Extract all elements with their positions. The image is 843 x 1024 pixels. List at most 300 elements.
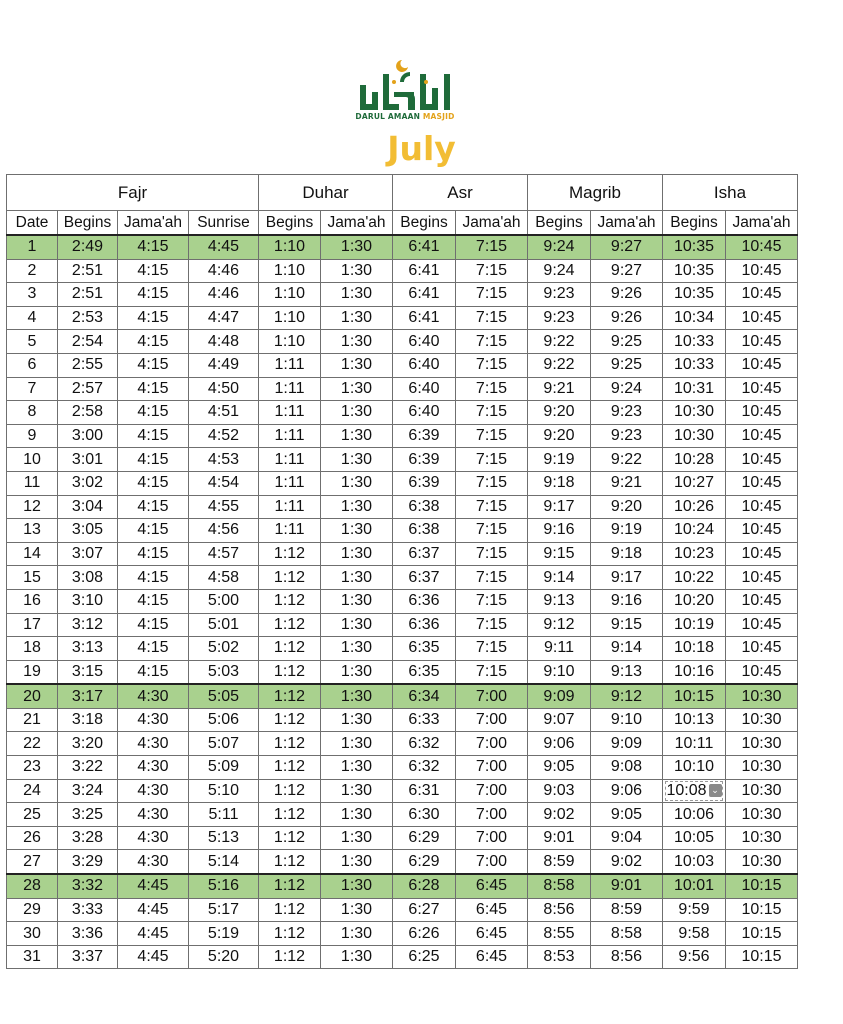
time-cell [259, 424, 321, 448]
time-cell [58, 708, 118, 732]
cell-value: 6:26 [408, 924, 440, 942]
cell-value: 2:49 [71, 238, 104, 256]
time-cell [321, 898, 393, 922]
cell-value: 4:45 [137, 948, 169, 966]
time-cell [393, 330, 456, 354]
cell-value: 1:30 [340, 521, 373, 539]
time-cell [58, 519, 118, 543]
cell-value: 10:19 [673, 615, 715, 633]
cell-value: 5:11 [208, 805, 239, 823]
time-cell [393, 471, 456, 495]
cell-value: 8:56 [543, 900, 575, 918]
time-cell [259, 826, 321, 850]
cell-value: 10:45 [741, 427, 782, 445]
time-cell [118, 424, 189, 448]
time-cell [663, 424, 726, 448]
time-cell [189, 779, 259, 803]
time-cell [456, 826, 528, 850]
time-cell [189, 874, 259, 898]
cell-value: 4:54 [207, 474, 240, 492]
time-cell [189, 613, 259, 637]
time-cell [456, 756, 528, 780]
cell-value: 6:40 [408, 403, 440, 421]
cell-value: 4:15 [137, 379, 169, 397]
cell-value: 22 [23, 734, 41, 752]
time-cell [259, 779, 321, 803]
cell-value: 4:46 [207, 261, 240, 279]
time-cell [663, 283, 726, 307]
time-cell [456, 613, 528, 637]
cell-value: 1:11 [274, 403, 305, 421]
cell-value: 7:15 [475, 497, 508, 515]
time-cell [456, 708, 528, 732]
time-cell [393, 235, 456, 259]
cell-value: 4:45 [207, 238, 240, 256]
time-cell [591, 566, 663, 590]
cell-value: 7:15 [475, 403, 508, 421]
cell-value: 1:12 [273, 924, 306, 942]
cell-value: 6:36 [408, 592, 440, 610]
time-cell [321, 613, 393, 637]
time-cell [393, 922, 456, 946]
cell-value: 9:21 [610, 474, 643, 492]
time-cell [118, 259, 189, 283]
time-cell [118, 235, 189, 259]
time-cell [58, 589, 118, 613]
cell-value: 1:30 [340, 687, 373, 705]
time-cell [118, 613, 189, 637]
table-body [7, 235, 798, 969]
time-cell [118, 448, 189, 472]
cell-value: 7:15 [475, 474, 508, 492]
cell-value: 1:30 [340, 829, 373, 847]
cell-value: 9:07 [543, 711, 575, 729]
cell-value: 1:30 [340, 285, 373, 303]
time-cell [259, 401, 321, 425]
cell-value: 4:15 [137, 285, 169, 303]
time-cell [118, 898, 189, 922]
cell-value: 6:32 [408, 734, 440, 752]
table-row [7, 283, 798, 307]
cell-value: 10:31 [673, 379, 715, 397]
cell-value: 3:29 [71, 852, 104, 870]
time-cell [259, 448, 321, 472]
cell-value: 8:58 [610, 924, 643, 942]
cell-value: 6:29 [408, 829, 440, 847]
table-row [7, 756, 798, 780]
time-cell [663, 495, 726, 519]
time-cell [726, 235, 798, 259]
cell-value: 1:12 [273, 877, 306, 895]
cell-value: 1:12 [273, 592, 306, 610]
cell-value: 10:30 [741, 711, 782, 729]
time-cell [321, 708, 393, 732]
group-magrib: Magrib [528, 175, 663, 211]
cell-value: 4:15 [137, 521, 169, 539]
cell-value: 1:30 [340, 924, 373, 942]
time-cell [189, 542, 259, 566]
cell-value: 4:30 [137, 781, 169, 799]
time-cell [58, 542, 118, 566]
cell-value: 16 [23, 592, 41, 610]
cell-value: 1:11 [274, 497, 305, 515]
time-cell [591, 874, 663, 898]
cell-value: 4:56 [207, 521, 240, 539]
cell-value: 9:12 [610, 687, 643, 705]
time-cell [528, 922, 591, 946]
time-cell [259, 732, 321, 756]
time-cell [528, 684, 591, 708]
cell-value: 7:15 [475, 379, 508, 397]
cell-value: 10:30 [673, 403, 715, 421]
cell-value: 29 [23, 900, 41, 918]
time-cell [726, 756, 798, 780]
time-cell [189, 377, 259, 401]
cell-value: 10:30 [741, 734, 782, 752]
cell-value: 10:15 [741, 877, 782, 895]
cell-value: 4:15 [137, 474, 169, 492]
cell-value: 4:30 [137, 734, 169, 752]
cell-value: 9:02 [543, 805, 575, 823]
cell-value: 10:22 [673, 568, 715, 586]
time-cell [456, 589, 528, 613]
time-cell [189, 850, 259, 874]
cell-value: 10:30 [741, 852, 782, 870]
cell-value: 4:15 [137, 450, 169, 468]
cell-value: 8:55 [543, 924, 575, 942]
date-cell [7, 353, 58, 377]
cell-value: 1:11 [274, 356, 305, 374]
time-cell [456, 637, 528, 661]
cell-value: 1:30 [340, 261, 373, 279]
cell-value: 8:58 [543, 877, 575, 895]
date-cell [7, 235, 58, 259]
time-cell [58, 613, 118, 637]
date-cell [7, 850, 58, 874]
time-cell [259, 495, 321, 519]
time-cell [528, 306, 591, 330]
cell-value: 4:51 [207, 403, 240, 421]
cell-value: 10:45 [741, 285, 782, 303]
cell-value: 3:25 [71, 805, 104, 823]
time-cell [58, 566, 118, 590]
time-cell [726, 803, 798, 827]
cell-value: 7:00 [475, 781, 508, 799]
cell-value: 3:18 [71, 711, 104, 729]
time-cell [663, 377, 726, 401]
time-cell [321, 732, 393, 756]
cell-value: 6:37 [408, 545, 440, 563]
time-cell [591, 613, 663, 637]
time-cell [528, 756, 591, 780]
cell-value: 30 [23, 924, 41, 942]
time-cell [118, 803, 189, 827]
time-cell [58, 898, 118, 922]
time-cell [393, 495, 456, 519]
cell-value: 3:04 [71, 497, 104, 515]
time-cell [663, 684, 726, 708]
time-cell [321, 377, 393, 401]
cell-value: 10:05 [673, 829, 715, 847]
cell-value: 1:30 [340, 662, 373, 680]
date-cell [7, 660, 58, 684]
cell-value: 25 [23, 805, 41, 823]
time-cell [321, 684, 393, 708]
table-row [7, 542, 798, 566]
time-cell [58, 945, 118, 969]
time-cell [456, 850, 528, 874]
cell-value: 1:12 [273, 711, 306, 729]
time-cell [726, 495, 798, 519]
date-cell [7, 826, 58, 850]
cell-value: 10:10 [673, 758, 715, 776]
cell-value: 5:07 [207, 734, 240, 752]
cell-value: 10:30 [741, 781, 782, 799]
time-cell [456, 448, 528, 472]
cell-value: 1:10 [273, 238, 306, 256]
time-cell [58, 850, 118, 874]
cell-dropdown-icon[interactable]: ⌄ [709, 784, 722, 797]
cell-value: 4:15 [137, 332, 169, 350]
cell-value: 3:07 [71, 545, 104, 563]
cell-value: 14 [23, 545, 41, 563]
time-cell [321, 283, 393, 307]
cell-value: 7:15 [475, 662, 508, 680]
col-fajr-jamaah: Jama'ah [118, 211, 189, 236]
time-cell [456, 330, 528, 354]
cell-value: 9:13 [610, 662, 643, 680]
time-cell [321, 448, 393, 472]
cell-value: 4:30 [137, 758, 169, 776]
group-isha: Isha [663, 175, 798, 211]
cell-value: 6:45 [475, 900, 508, 918]
date-cell [7, 874, 58, 898]
time-cell [259, 684, 321, 708]
time-cell [663, 708, 726, 732]
time-cell [259, 589, 321, 613]
time-cell [591, 542, 663, 566]
col-sunrise: Sunrise [189, 211, 259, 236]
cell-value: 10:20 [673, 592, 715, 610]
time-cell [58, 684, 118, 708]
cell-value: 10:30 [673, 427, 715, 445]
cell-value: 6:31 [408, 781, 440, 799]
time-cell [591, 589, 663, 613]
time-cell [726, 874, 798, 898]
date-cell [7, 756, 58, 780]
cell-value: 6:40 [408, 356, 440, 374]
time-cell [321, 306, 393, 330]
time-cell [189, 448, 259, 472]
cell-value: 4:45 [137, 900, 169, 918]
time-cell [663, 471, 726, 495]
time-cell [528, 589, 591, 613]
time-cell [118, 283, 189, 307]
cell-value: 9:59 [678, 900, 710, 918]
time-cell [321, 542, 393, 566]
cell-value: 10:33 [673, 356, 715, 374]
time-cell [393, 803, 456, 827]
time-cell [189, 637, 259, 661]
time-cell [118, 542, 189, 566]
date-cell [7, 637, 58, 661]
time-cell [456, 803, 528, 827]
time-cell [58, 779, 118, 803]
cell-value: 1:12 [273, 734, 306, 752]
time-cell [528, 519, 591, 543]
prayer-timetable [6, 174, 798, 969]
col-isha-begins: Begins [663, 211, 726, 236]
time-cell [393, 708, 456, 732]
time-cell [58, 448, 118, 472]
cell-value: 9:06 [610, 781, 643, 799]
date-cell [7, 589, 58, 613]
cell-value: 4:15 [137, 592, 169, 610]
time-cell [321, 424, 393, 448]
cell-value: 7 [27, 379, 37, 397]
time-cell [663, 566, 726, 590]
time-cell [189, 566, 259, 590]
time-cell [393, 283, 456, 307]
time-cell [259, 898, 321, 922]
cell-value: 1:12 [273, 639, 306, 657]
cell-value: 10:23 [673, 545, 715, 563]
cell-value: 1:30 [340, 238, 373, 256]
cell-value: 17 [23, 615, 41, 633]
time-cell [321, 566, 393, 590]
cell-value: 1:30 [340, 900, 373, 918]
time-cell [189, 495, 259, 519]
time-cell [393, 259, 456, 283]
cell-value: 5:02 [207, 639, 240, 657]
cell-value: 9:23 [610, 427, 643, 445]
time-cell [663, 898, 726, 922]
time-cell [726, 945, 798, 969]
cell-value: 10:11 [674, 734, 714, 752]
cell-value: 3:00 [71, 427, 104, 445]
time-cell [528, 330, 591, 354]
date-cell [7, 424, 58, 448]
time-cell [528, 424, 591, 448]
logo-caption-accent: MASJID [422, 112, 455, 121]
cell-value: 1:12 [273, 781, 306, 799]
cell-value: 1:12 [273, 662, 306, 680]
time-cell [393, 637, 456, 661]
time-cell [259, 637, 321, 661]
cell-value: 7:15 [475, 545, 508, 563]
cell-value: 15 [23, 568, 41, 586]
cell-value: 6:40 [408, 332, 440, 350]
time-cell [591, 826, 663, 850]
time-cell [321, 660, 393, 684]
cell-value: 1:12 [273, 568, 306, 586]
time-cell [663, 660, 726, 684]
time-cell [58, 922, 118, 946]
cell-value: 12 [23, 497, 41, 515]
time-cell [456, 259, 528, 283]
cell-value: 1:12 [273, 615, 306, 633]
cell-value: 4:15 [137, 497, 169, 515]
cell-value: 10:45 [741, 521, 782, 539]
date-cell [7, 259, 58, 283]
cell-value: 6:39 [408, 450, 440, 468]
time-cell [259, 542, 321, 566]
time-cell [528, 471, 591, 495]
cell-value: 10:45 [741, 238, 782, 256]
time-cell [456, 922, 528, 946]
col-duhar-jamaah: Jama'ah [321, 211, 393, 236]
cell-value: 9:13 [543, 592, 575, 610]
time-cell [189, 330, 259, 354]
cell-value: 10:16 [673, 662, 715, 680]
cell-value: 9:02 [610, 852, 643, 870]
table-row [7, 708, 798, 732]
time-cell [591, 660, 663, 684]
cell-value: 1:11 [274, 474, 305, 492]
cell-value: 10:45 [741, 545, 782, 563]
time-cell [726, 708, 798, 732]
cell-value: 6:33 [408, 711, 440, 729]
cell-value: 7:00 [475, 734, 508, 752]
cell-value: 5:09 [207, 758, 240, 776]
time-cell [591, 945, 663, 969]
cell-value: 3:20 [71, 734, 104, 752]
cell-value: 9:21 [543, 379, 575, 397]
cell-value: 4:53 [207, 450, 240, 468]
cell-value: 4:30 [137, 852, 169, 870]
time-cell [321, 353, 393, 377]
table-row [7, 471, 798, 495]
time-cell [456, 660, 528, 684]
cell-value: 9:22 [543, 356, 575, 374]
time-cell [591, 519, 663, 543]
cell-value: 6:38 [408, 521, 440, 539]
cell-value: 27 [23, 852, 41, 870]
cell-value: 10:35 [673, 285, 715, 303]
time-cell [321, 330, 393, 354]
time-cell [528, 945, 591, 969]
time-cell [726, 353, 798, 377]
cell-value: 3:32 [71, 877, 104, 895]
cell-value: 5:13 [207, 829, 240, 847]
time-cell [663, 353, 726, 377]
cell-value: 1:30 [340, 758, 373, 776]
time-cell [393, 519, 456, 543]
cell-value: 2:55 [71, 356, 104, 374]
cell-value: 1:30 [340, 734, 373, 752]
time-cell [726, 684, 798, 708]
table-row [7, 566, 798, 590]
cell-value: 2 [27, 261, 37, 279]
time-cell [321, 637, 393, 661]
time-cell [456, 424, 528, 448]
time-cell [321, 779, 393, 803]
cell-value: 8:53 [543, 948, 575, 966]
cell-value: 7:15 [475, 261, 508, 279]
time-cell [591, 637, 663, 661]
cell-value: 7:15 [475, 639, 508, 657]
date-cell [7, 519, 58, 543]
date-cell [7, 542, 58, 566]
cell-value: 4:45 [137, 877, 169, 895]
time-cell [58, 495, 118, 519]
cell-value: 9:03 [543, 781, 575, 799]
cell-value: 6:45 [475, 948, 508, 966]
cell-value: 3:01 [71, 450, 104, 468]
time-cell [456, 377, 528, 401]
time-cell [58, 637, 118, 661]
cell-value: 7:00 [475, 829, 508, 847]
